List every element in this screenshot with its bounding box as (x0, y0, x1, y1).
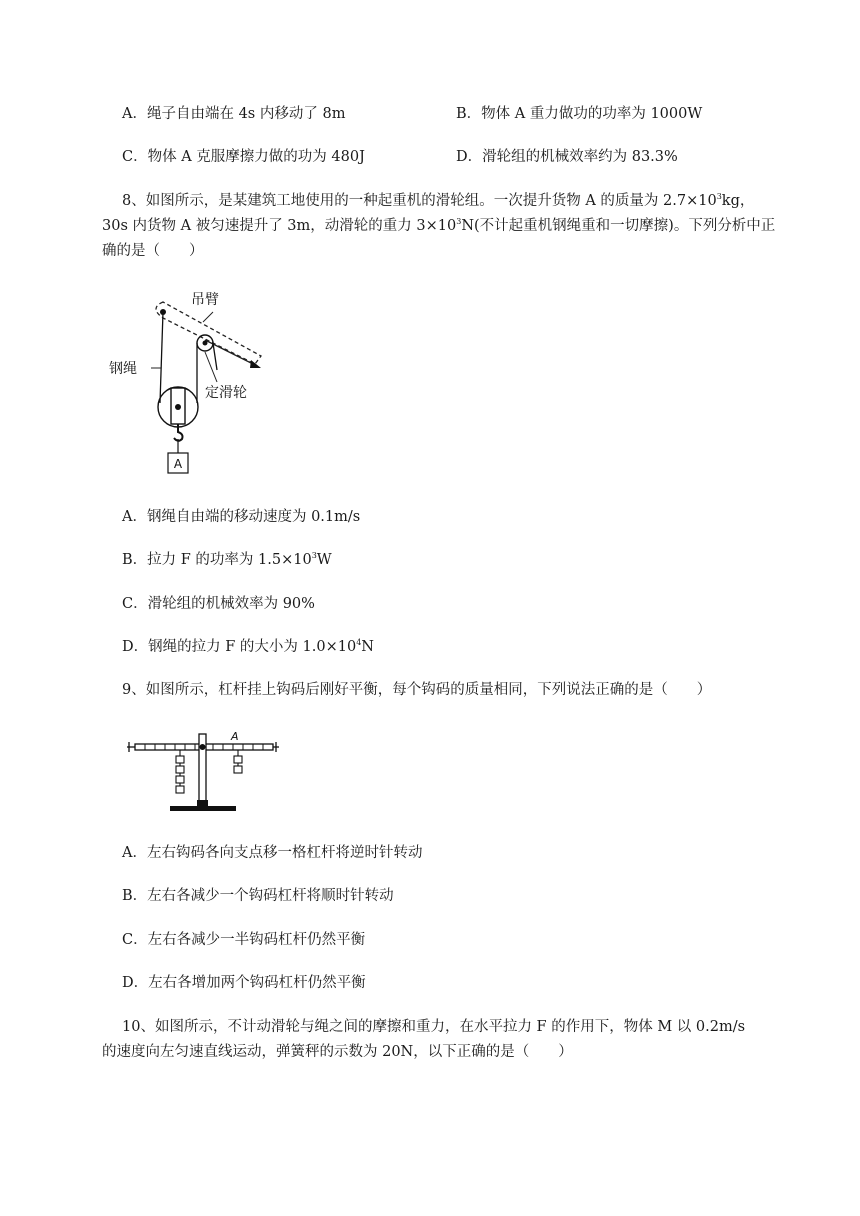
support-foot (197, 800, 208, 807)
q8-option-c: C．滑轮组的机械效率为 90% (122, 596, 315, 612)
movable-pulley-axle (175, 404, 181, 410)
arm-label: 吊臂 (191, 292, 219, 308)
q8-stem-line-1: 8、如图所示，是某建筑工地使用的一种起重机的滑轮组。一次提升货物 A 的质量为 $2.7\times 10^3kg$， (122, 192, 755, 209)
q9-lever-figure (125, 722, 285, 822)
fixed-pulley-axle (203, 341, 208, 346)
q7-option-a: A．绳子自由端在 4s 内移动了 8m (122, 106, 346, 122)
q7-option-d: D．滑轮组的机械效率约为 83.3% (456, 149, 678, 165)
q8-option-b: B．拉力 F 的功率为 $1.5\times 10^3W$ (122, 551, 332, 568)
right-hooked-weights (234, 750, 242, 773)
point-a-label: A (231, 730, 239, 743)
arm-label-leader (203, 312, 213, 322)
left-hooked-weights (176, 750, 184, 793)
pivot (200, 744, 206, 750)
q10-stem-line-2: 的速度向左匀速直线运动，弹簧秤的示数为 20N，以下正确的是（ ） (102, 1044, 573, 1060)
q8-option-a: A．钢绳自由端的移动速度为 0.1m/s (122, 509, 361, 525)
q8-stem-line-2: 30s 内货物 A 被匀速提升了 3m，动滑轮的重力 $3\times 10^3N$(不计起重机钢绳重和一切摩擦)。下列分析中正 (102, 217, 776, 234)
rope-label: 钢绳 (109, 361, 137, 377)
arm-arrow-head (250, 360, 261, 368)
q9-option-c: C．左右各减少一半钩码杠杆仍然平衡 (122, 932, 366, 948)
fixed-pulley-label: 定滑轮 (205, 385, 247, 401)
q8-stem-line-3: 确的是（ ） (102, 243, 204, 259)
q7-option-c: C．物体 A 克服摩擦力做的功为 480J (122, 149, 365, 165)
crane-arm (156, 302, 261, 364)
cargo-label: A (173, 457, 183, 471)
q9-option-a: A．左右钩码各向支点移一格杠杆将逆时针转动 (122, 845, 423, 861)
rope-free-end (213, 343, 217, 370)
q9-option-b: B．左右各减少一个钩码杠杆将顺时针转动 (122, 888, 394, 904)
q10-stem-line-1: 10、如图所示，不计动滑轮与绳之间的摩擦和重力，在水平拉力 F 的作用下，物体 M 以 0.2m/s (122, 1019, 746, 1035)
q9-option-d: D．左右各增加两个钩码杠杆仍然平衡 (122, 975, 366, 991)
rope-left (160, 312, 163, 403)
q9-stem: 9、如图所示，杠杆挂上钩码后刚好平衡，每个钩码的质量相同，下列说法正确的是（ ） (122, 682, 712, 698)
q8-crane-pulley-figure (105, 280, 280, 480)
q8-option-d: D．钢绳的拉力 F 的大小为 $1.0\times 10^4N$ (122, 638, 374, 655)
q7-option-b: B．物体 A 重力做功的功率为 1000W (456, 106, 703, 122)
